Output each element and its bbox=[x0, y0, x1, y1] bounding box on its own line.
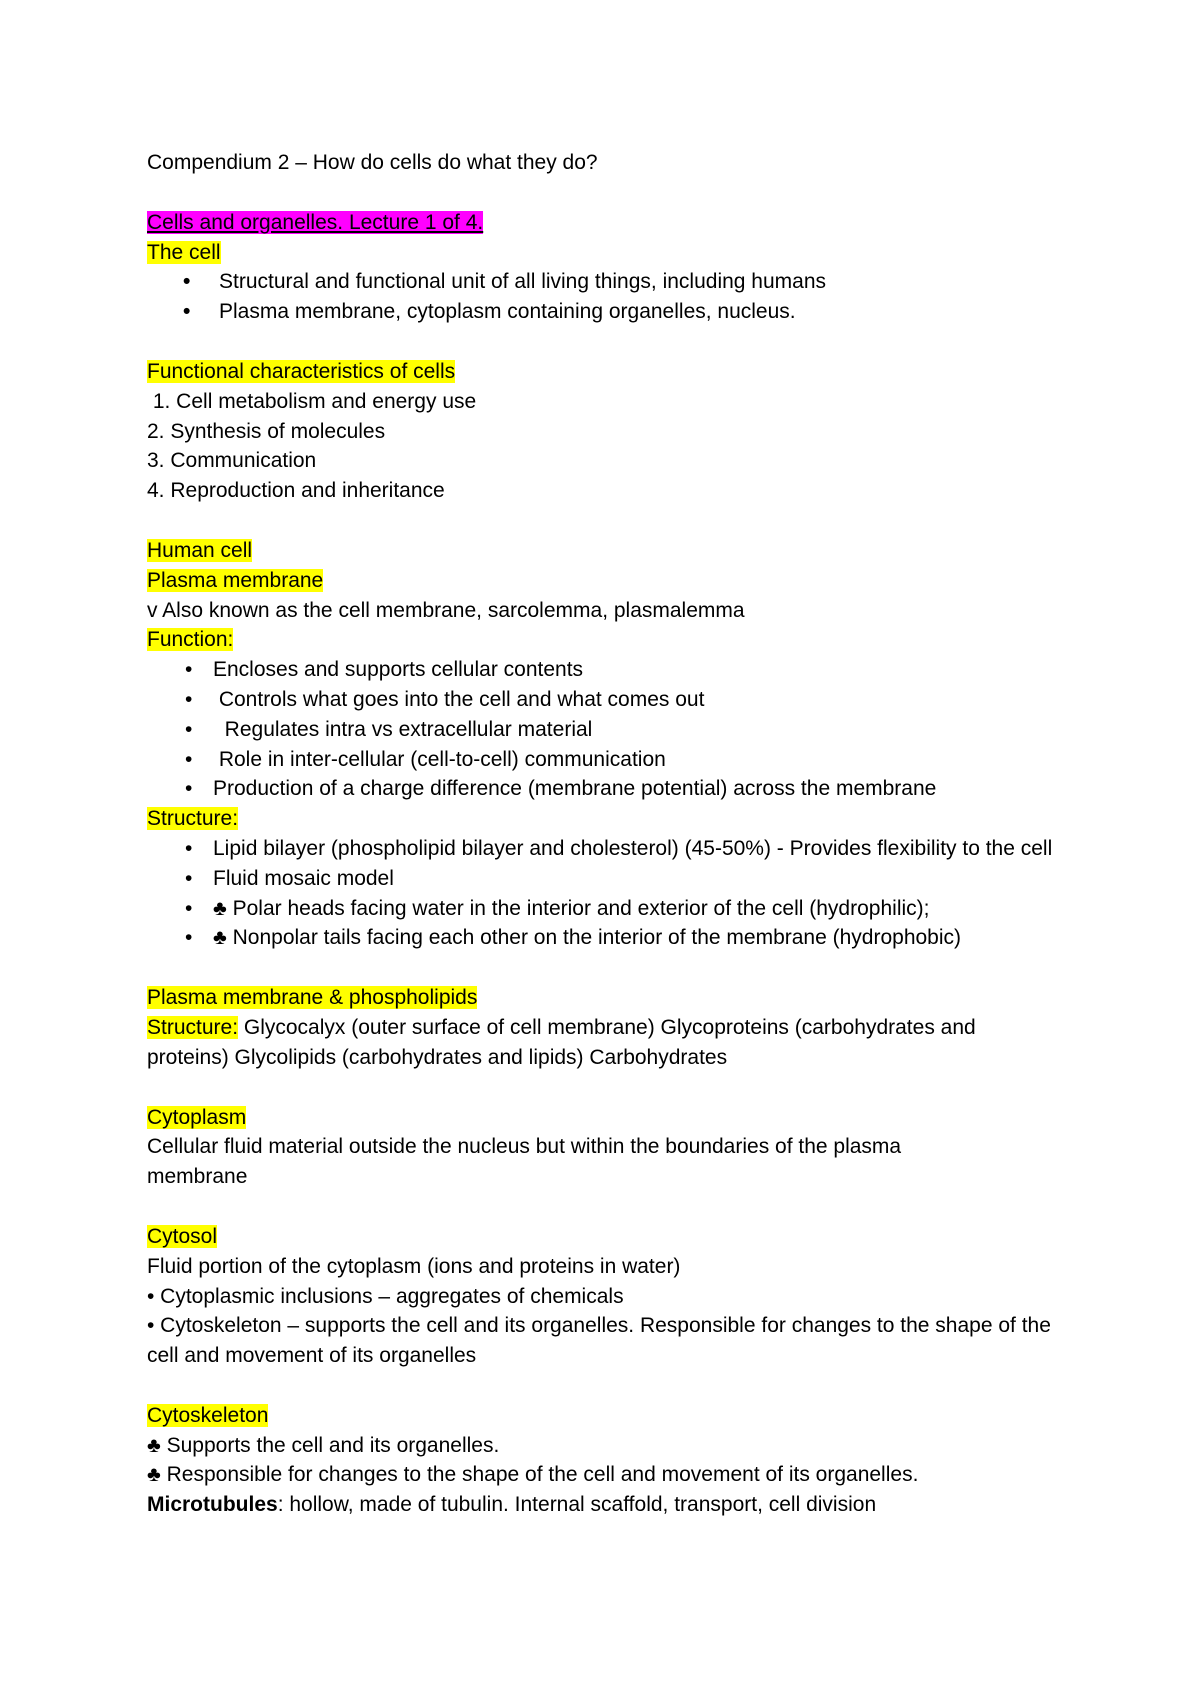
list-item: • Lipid bilayer (phospholipid bilayer and cholesterol) (45-50%) - Provides flexibility to the cell bbox=[147, 834, 1053, 864]
lecture-heading: Cells and organelles. Lecture 1 of 4. bbox=[147, 210, 484, 234]
cytosol-line: Fluid portion of the cytoplasm (ions and proteins in water) bbox=[147, 1254, 681, 1278]
bullet-icon: • bbox=[185, 747, 193, 771]
plasma-membrane-heading: Plasma membrane bbox=[147, 568, 324, 592]
bullet-icon: • bbox=[185, 896, 193, 920]
human-cell-heading: Human cell bbox=[147, 538, 253, 562]
functional-heading: Functional characteristics of cells bbox=[147, 359, 456, 383]
cytoskeleton-line: ♣ Supports the cell and its organelles. bbox=[147, 1433, 500, 1457]
list-item: • Plasma membrane, cytoplasm containing organelles, nucleus. bbox=[147, 297, 1067, 327]
list-item: 4. Reproduction and inheritance bbox=[147, 479, 445, 503]
function-label: Function: bbox=[147, 628, 234, 652]
list-item: • ♣ Polar heads facing water in the interior and exterior of the cell (hydrophilic); bbox=[147, 894, 1067, 924]
cytosol-heading: Cytosol bbox=[147, 1224, 218, 1248]
bullet-icon: • bbox=[185, 777, 193, 801]
document-body bbox=[147, 148, 1067, 1520]
bullet-icon: • bbox=[185, 658, 193, 682]
bullet-icon: • bbox=[185, 866, 193, 890]
the-cell-heading: The cell bbox=[147, 240, 221, 264]
bullet-icon: • bbox=[185, 836, 193, 860]
list-item: • ♣ Nonpolar tails facing each other on the interior of the membrane (hydrophobic) bbox=[147, 923, 1067, 953]
microtubules-label: Microtubules bbox=[147, 1493, 278, 1517]
cytoplasm-heading: Cytoplasm bbox=[147, 1105, 247, 1129]
structure-label: Structure: bbox=[147, 1015, 239, 1039]
cytoskeleton-line: ♣ Responsible for changes to the shape of the cell and movement of its organelles. bbox=[147, 1463, 919, 1487]
structure-label: Structure: bbox=[147, 807, 239, 831]
list-item: • Structural and functional unit of all living things, including humans bbox=[147, 267, 1067, 297]
cytosol-line: • Cytoplasmic inclusions – aggregates of chemicals bbox=[147, 1284, 624, 1308]
bullet-icon: • bbox=[185, 926, 193, 950]
list-item: • Controls what goes into the cell and what comes out bbox=[147, 685, 1067, 715]
bullet-icon: • bbox=[183, 270, 191, 294]
page-title: Compendium 2 – How do cells do what they do? bbox=[147, 151, 598, 174]
list-item: 2. Synthesis of molecules bbox=[147, 419, 386, 443]
cytoplasm-text: Cellular fluid material outside the nucleus but within the boundaries of the plasma membrane bbox=[147, 1135, 902, 1189]
bullet-icon: • bbox=[185, 717, 193, 741]
phospholipids-structure: Structure: Glycocalyx (outer surface of cell membrane) Glycoproteins (carbohydrates and proteins) Glycolipids (carbohydrates and lipids) Carbohydrates bbox=[147, 1015, 982, 1069]
cytosol-line: • Cytoskeleton – supports the cell and its organelles. Responsible for changes to the shape of the cell and movement of its organelles bbox=[147, 1314, 1051, 1368]
list-item: • Role in inter-cellular (cell-to-cell) communication bbox=[147, 745, 1067, 775]
bullet-icon: • bbox=[185, 687, 193, 711]
list-item: • Production of a charge difference (membrane potential) across the membrane bbox=[147, 774, 1067, 804]
list-item: 1. Cell metabolism and energy use bbox=[147, 389, 477, 413]
bullet-icon: • bbox=[183, 300, 191, 324]
list-item: • Fluid mosaic model bbox=[147, 864, 1067, 894]
cytoskeleton-heading: Cytoskeleton bbox=[147, 1403, 269, 1427]
phospholipids-heading: Plasma membrane & phospholipids bbox=[147, 986, 478, 1010]
aka-text: v Also known as the cell membrane, sarcolemma, plasmalemma bbox=[147, 598, 745, 622]
list-item: 3. Communication bbox=[147, 449, 317, 473]
microtubules-line: Microtubules: hollow, made of tubulin. Internal scaffold, transport, cell division bbox=[147, 1493, 877, 1517]
list-item: • Encloses and supports cellular contents bbox=[147, 655, 1067, 685]
list-item: • Regulates intra vs extracellular material bbox=[147, 715, 1067, 745]
